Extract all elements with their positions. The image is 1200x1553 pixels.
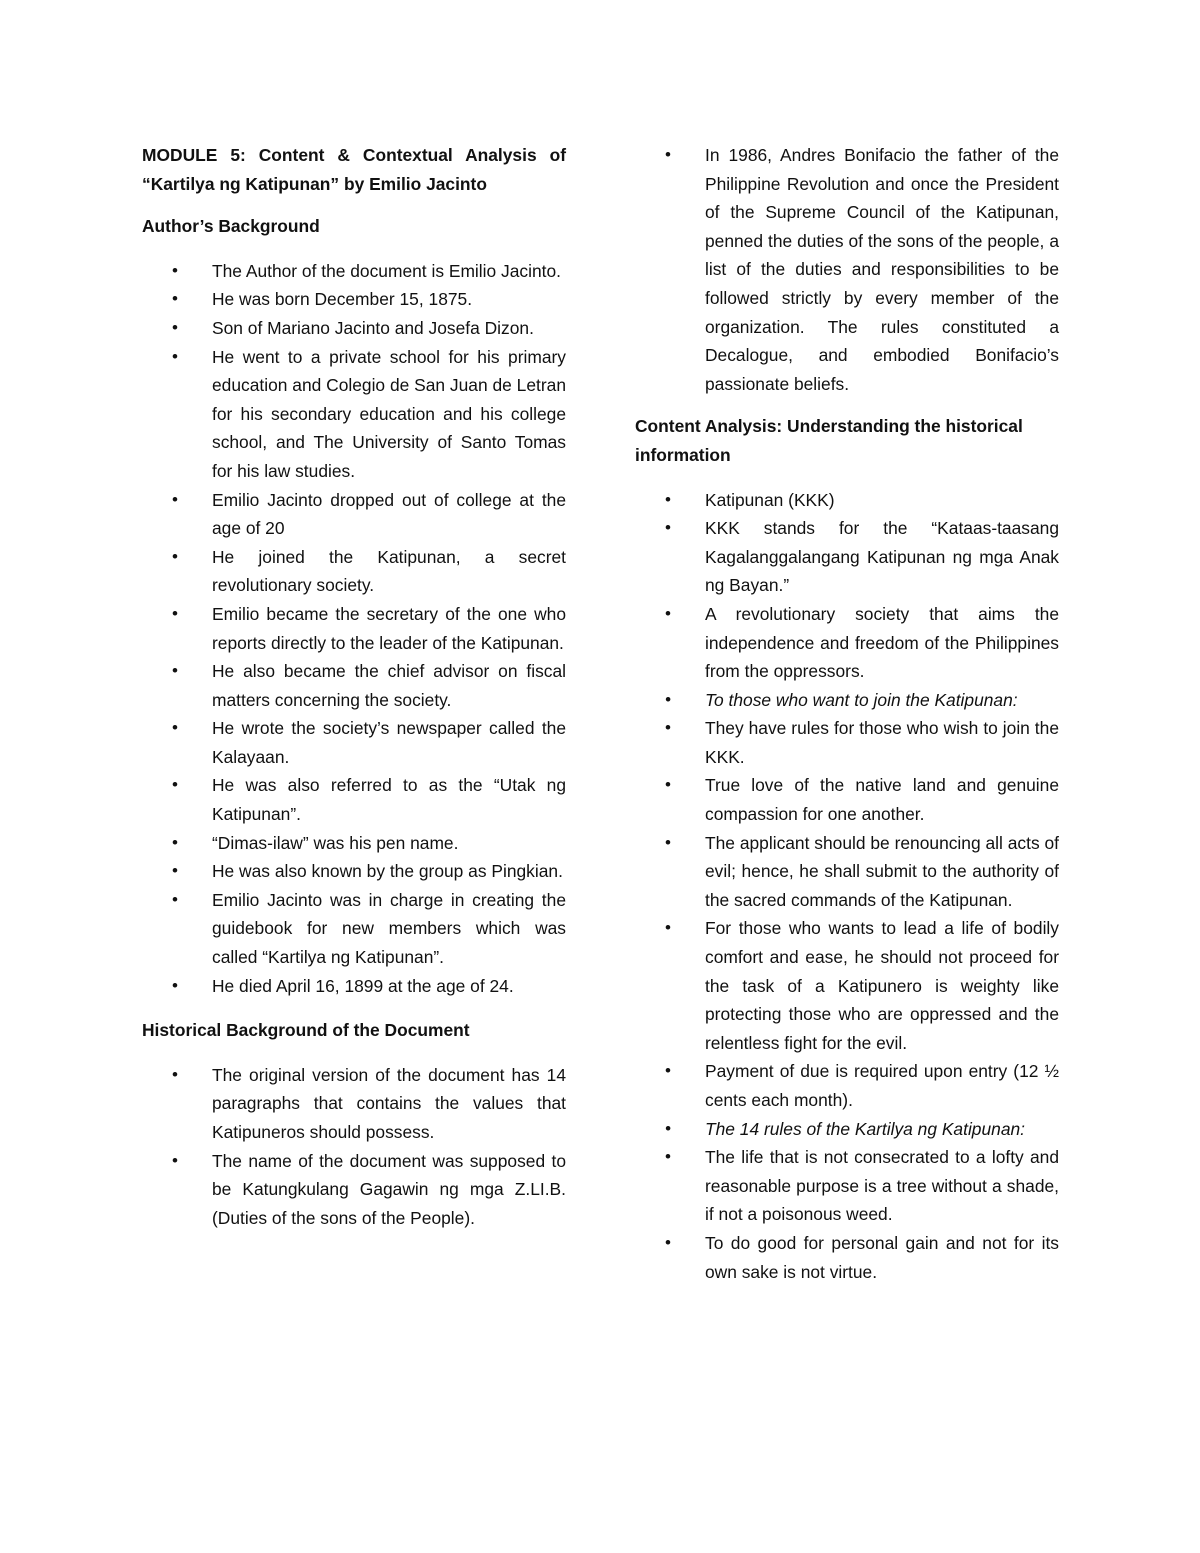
list-item: • To those who want to join the Katipunan: [635,686,1059,715]
list-item: • True love of the native land and genuine compassion for one another. [635,771,1059,828]
historical-background-heading: Historical Background of the Document [142,1020,470,1041]
content-analysis-list [635,486,1059,1287]
list-item: • Son of Mariano Jacinto and Josefa Dizon. [142,314,566,343]
list-item: • He wrote the society’s newspaper called the Kalayaan. [142,714,566,771]
list-item: • Emilio Jacinto dropped out of college at the age of 20 [142,486,566,543]
list-item: • The name of the document was supposed to be Katungkulang Gagawin ng mga Z.LI.B. (Duties of the sons of the People). [142,1147,566,1233]
list-item: • To do good for personal gain and not for its own sake is not virtue. [635,1229,1059,1286]
list-item: • The 14 rules of the Kartilya ng Katipunan: [635,1115,1059,1144]
list-item: • Katipunan (KKK) [635,486,1059,515]
right-column [635,141,1059,1302]
left-column [142,141,566,1248]
list-item: • Payment of due is required upon entry (12 ½ cents each month). [635,1057,1059,1114]
list-item: • He was also referred to as the “Utak ng Katipunan”. [142,771,566,828]
historical-background-list-continued [635,141,1059,398]
authors-background-list [142,257,566,1000]
list-item: • “Dimas-ilaw” was his pen name. [142,829,566,858]
authors-background-heading: Author’s Background [142,216,320,237]
list-item: • They have rules for those who wish to join the KKK. [635,714,1059,771]
list-item: • He went to a private school for his primary education and Colegio de San Juan de Letran for his secondary education and his college school, and The University of Santo Tomas for his law studies. [142,343,566,486]
content-analysis-heading: Content Analysis: Understanding the historical information [635,416,1023,465]
historical-background-list [142,1061,566,1233]
list-item: • He was also known by the group as Pingkian. [142,857,566,886]
document-title: MODULE 5: Content & Contextual Analysis of “Kartilya ng Katipunan” by Emilio Jacinto [142,145,566,194]
list-item: • He also became the chief advisor on fiscal matters concerning the society. [142,657,566,714]
list-item: • KKK stands for the “Kataas-taasang Kagalanggalangang Katipunan ng mga Anak ng Bayan.” [635,514,1059,600]
list-item: • He was born December 15, 1875. [142,285,566,314]
list-item: • The applicant should be renouncing all acts of evil; hence, he shall submit to the authority of the sacred commands of the Katipunan. [635,829,1059,915]
list-item: • For those who wants to lead a life of bodily comfort and ease, he should not proceed for the task of a Katipunero is weighty like protecting those who are oppressed and the relentless fight for the evil. [635,914,1059,1057]
list-item: • The Author of the document is Emilio Jacinto. [142,257,566,286]
list-item: • He died April 16, 1899 at the age of 24. [142,972,566,1001]
list-item: • In 1986, Andres Bonifacio the father of the Philippine Revolution and once the President of the Supreme Council of the Katipunan, penned the duties of the sons of the people, a list of the duties and responsibilities to be followed strictly by every member of the organization. The rules constituted a Decalogue, and embodied Bonifacio’s passionate beliefs. [635,141,1059,398]
list-item: • Emilio became the secretary of the one who reports directly to the leader of the Katipunan. [142,600,566,657]
list-item: • He joined the Katipunan, a secret revolutionary society. [142,543,566,600]
list-item: • Emilio Jacinto was in charge in creating the guidebook for new members which was called “Kartilya ng Katipunan”. [142,886,566,972]
list-item: • The original version of the document has 14 paragraphs that contains the values that Katipuneros should possess. [142,1061,566,1147]
list-item: • A revolutionary society that aims the independence and freedom of the Philippines from the oppressors. [635,600,1059,686]
list-item: • The life that is not consecrated to a lofty and reasonable purpose is a tree without a shade, if not a poisonous weed. [635,1143,1059,1229]
